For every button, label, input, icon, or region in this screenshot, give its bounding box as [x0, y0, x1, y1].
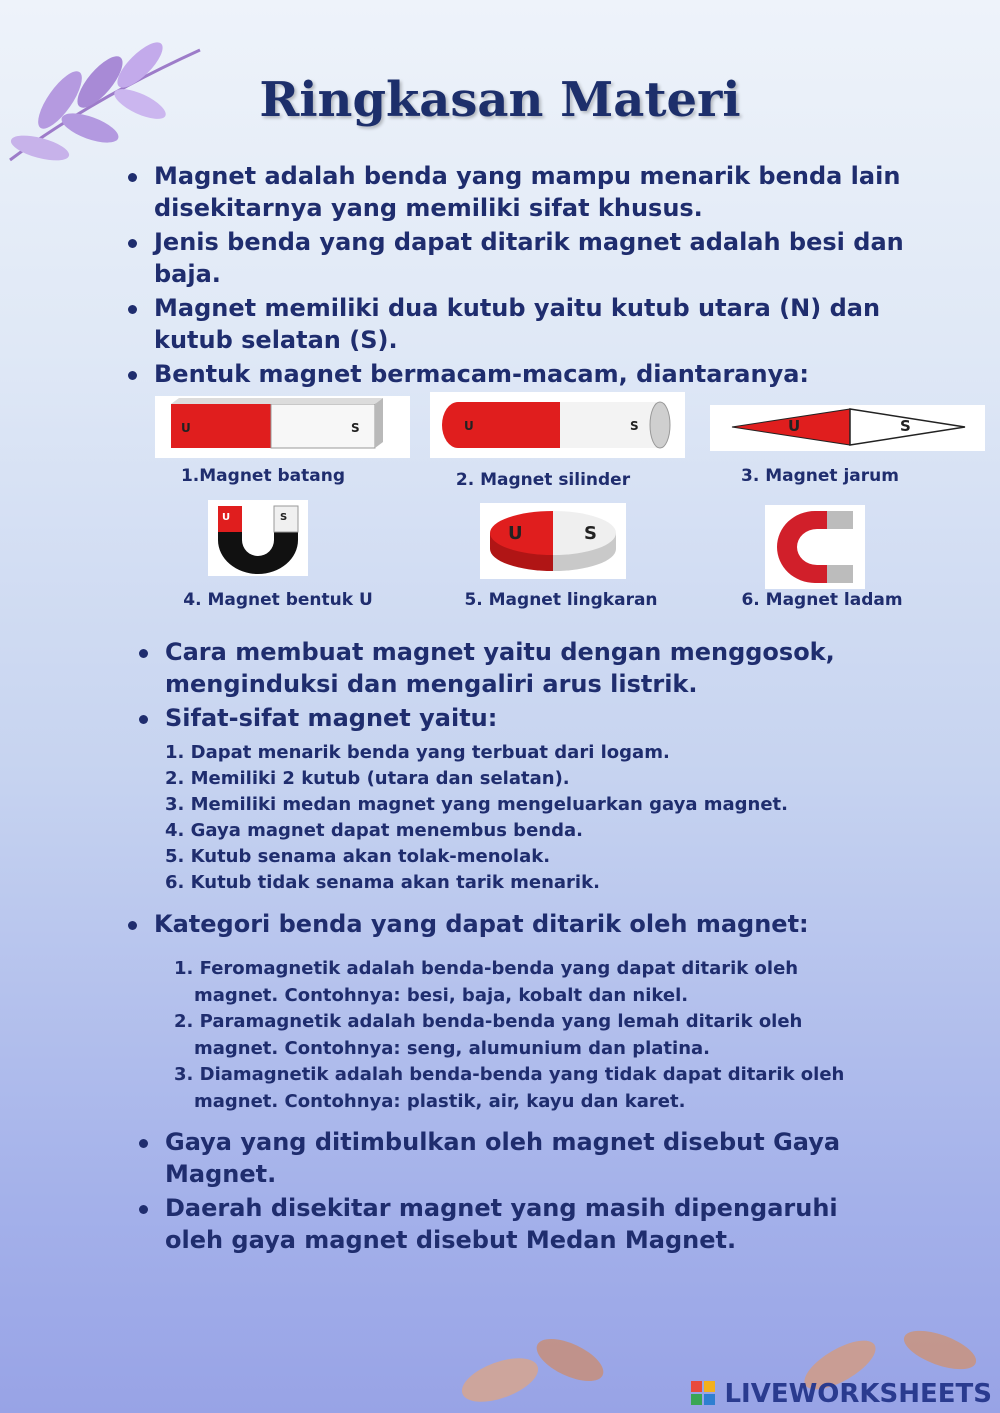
- south-pole-label: S: [630, 419, 639, 433]
- kategori-heading-list: [126, 908, 906, 942]
- list-item: 4. Gaya magnet dapat menembus benda.: [165, 820, 583, 841]
- list-item: 3. Diamagnetik adalah benda-benda yang tidak dapat ditarik oleh magnet. Contohnya: plastik, air, kayu dan karet.: [174, 1064, 845, 1112]
- list-item: 2. Paramagnetik adalah benda-benda yang lemah ditarik oleh magnet. Contohnya: seng, alumunium dan platina.: [174, 1011, 803, 1059]
- magnet-caption: 3. Magnet jarum: [741, 466, 899, 486]
- list-item: 2. Memiliki 2 kutub (utara dan selatan).: [165, 768, 570, 789]
- south-pole-label: S: [280, 512, 288, 523]
- list-item: 6. Kutub tidak senama akan tarik menarik.: [165, 872, 600, 893]
- north-pole-label: U: [788, 417, 801, 435]
- list-item: Gaya yang ditimbulkan oleh magnet disebut Gaya Magnet.: [137, 1126, 877, 1190]
- north-pole-label: U: [222, 512, 231, 523]
- list-item: Jenis benda yang dapat ditarik magnet adalah besi dan baja.: [126, 226, 906, 290]
- list-item: 1. Feromagnetik adalah benda-benda yang dapat ditarik oleh magnet. Contohnya: besi, baja, kobalt dan nikel.: [174, 958, 799, 1006]
- list-item: Sifat-sifat magnet yaitu:: [137, 702, 897, 734]
- magnet-caption: 4. Magnet bentuk U: [183, 590, 373, 610]
- list-item: Bentuk magnet bermacam-macam, diantaranya:: [126, 358, 906, 390]
- kategori-list: [174, 956, 864, 1115]
- list-item: 1. Dapat menarik benda yang terbuat dari logam.: [165, 742, 670, 763]
- needle-magnet-image: [710, 405, 985, 451]
- list-item: Daerah disekitar magnet yang masih dipengaruhi oleh gaya magnet disebut Medan Magnet.: [137, 1192, 877, 1256]
- magnet-caption: 5. Magnet lingkaran: [464, 590, 658, 610]
- bar-magnet-image: [155, 396, 410, 458]
- list-item: Magnet memiliki dua kutub yaitu kutub utara (N) dan kutub selatan (S).: [126, 292, 906, 356]
- list-item: 5. Kutub senama akan tolak-menolak.: [165, 846, 551, 867]
- ring-magnet-image: [480, 503, 626, 579]
- page-title: Ringkasan Materi: [259, 72, 741, 128]
- south-pole-label: S: [584, 523, 597, 544]
- bullet-list-middle: [137, 636, 897, 736]
- watermark: LIVEWORKSHEETS: [724, 1379, 992, 1409]
- magnet-caption: 6. Magnet ladam: [741, 590, 903, 610]
- sifat-magnet-list: [165, 740, 925, 896]
- list-item: 3. Memiliki medan magnet yang mengeluarkan gaya magnet.: [165, 794, 788, 815]
- list-item: Cara membuat magnet yaitu dengan menggosok, menginduksi dan mengaliri arus listrik.: [137, 636, 897, 700]
- bullet-list-bottom: [137, 1126, 877, 1258]
- bullet-list-top: [126, 160, 906, 392]
- north-pole-label: U: [464, 419, 474, 433]
- horseshoe-magnet-image: [765, 505, 865, 589]
- list-item: Magnet adalah benda yang mampu menarik benda lain disekitarnya yang memiliki sifat khusus.: [126, 160, 906, 224]
- cylinder-magnet-image: [430, 392, 685, 458]
- north-pole-label: U: [181, 421, 191, 435]
- north-pole-label: U: [508, 523, 523, 544]
- magnet-caption: 1.Magnet batang: [180, 466, 346, 486]
- kategori-heading: Kategori benda yang dapat ditarik oleh magnet:: [126, 908, 906, 940]
- u-magnet-image: [208, 500, 308, 576]
- liveworksheets-logo-icon: [691, 1381, 715, 1405]
- south-pole-label: S: [351, 421, 360, 435]
- magnet-caption: 2. Magnet silinder: [455, 470, 631, 490]
- south-pole-label: S: [900, 417, 911, 435]
